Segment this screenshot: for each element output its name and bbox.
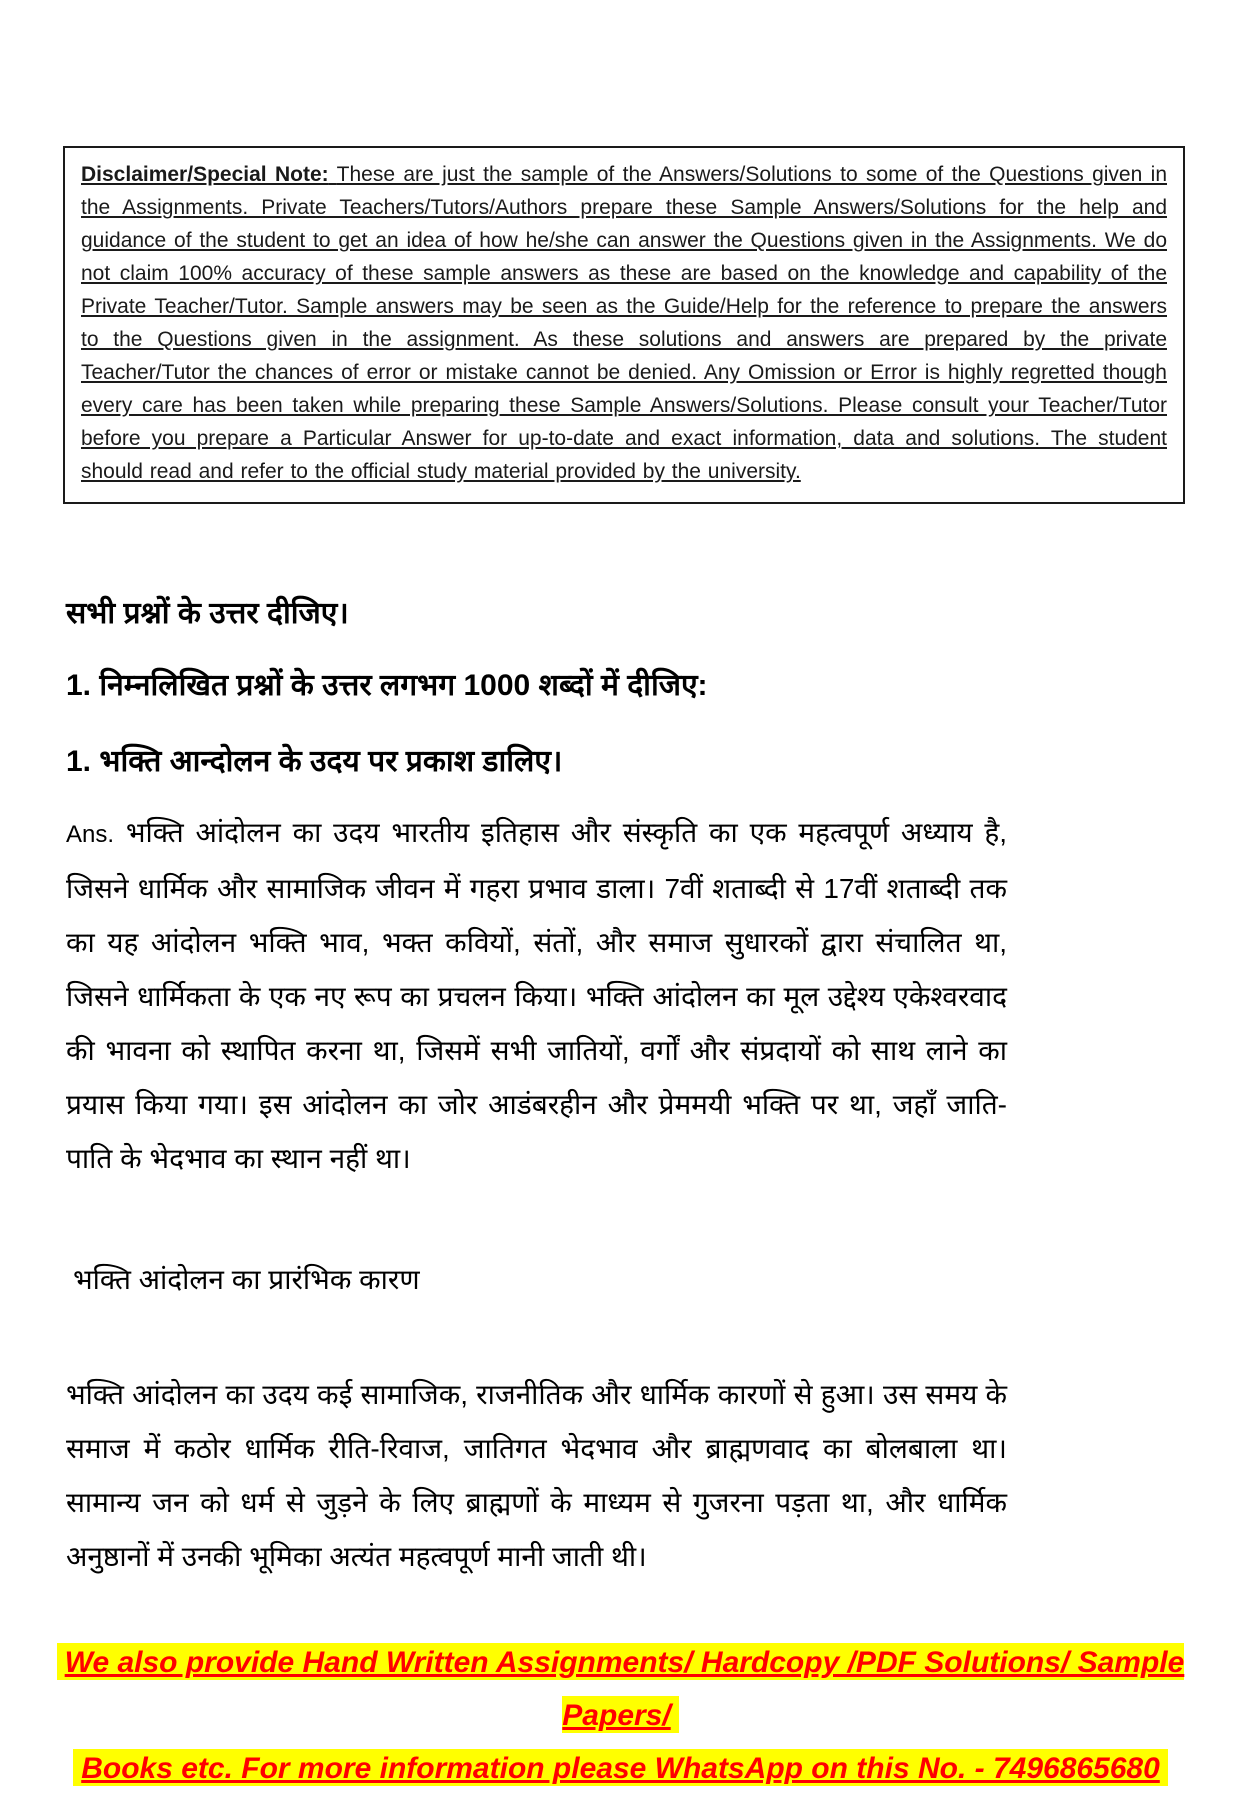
disclaimer-box	[63, 146, 1185, 504]
instruction-heading: सभी प्रश्नों के उत्तर दीजिए।	[66, 597, 349, 630]
answer-paragraph-2: भक्ति आंदोलन का उदय कई सामाजिक, राजनीतिक और धार्मिक कारणों से हुआ। उस समय के समाज में कठोर धार्मिक रीति-रिवाज, जातिगत भेदभाव और ब्राह्मणवाद का बोलबाला था। सामान्य जन को धर्म से जुड़ने के लिए ब्राह्मणों के माध्यम से गुजरना पड़ता था, और धार्मिक अनुष्ठानों में उनकी भूमिका अत्यंत महत्वपूर्ण मानी जाती थी।	[66, 1379, 1007, 1572]
answer-paragraph-1	[66, 806, 1007, 1186]
answer-paragraph-1-text: भक्ति आंदोलन का उदय भारतीय इतिहास और संस्कृति का एक महत्वपूर्ण अध्याय है, जिसने धार्मिक और सामाजिक जीवन में गहरा प्रभाव डाला। 7वीं शताब्दी से 17वीं शताब्दी तक का यह आंदोलन भक्ति भाव, भक्त कवियों, संतों, और समाज सुधारकों द्वारा संचालित था, जिसने धार्मिकता के एक नए रूप का प्रचलन किया। भक्ति आंदोलन का मूल उद्देश्य एकेश्वरवाद की भावना को स्थापित करना था, जिसमें सभी जातियों, वर्गों और संप्रदायों को साथ लाने का प्रयास किया गया। इस आंदोलन का जोर आडंबरहीन और प्रेममयी भक्ति पर था, जहाँ जाति-पाति के भेदभाव का स्थान नहीं था।	[66, 817, 1007, 1174]
answer-subheading: भक्ति आंदोलन का प्रारंभिक कारण	[73, 1264, 420, 1295]
promo-footer	[0, 1636, 1241, 1795]
question-heading: 1. भक्ति आन्दोलन के उदय पर प्रकाश डालिए।	[66, 745, 563, 778]
promo-line-2: Books etc. For more information please WhatsApp on this No. - 7496865680	[73, 1749, 1168, 1786]
promo-line-1: We also provide Hand Written Assignments/ Hardcopy /PDF Solutions/ Sample Papers/	[57, 1643, 1185, 1733]
disclaimer-body: These are just the sample of the Answers/Solutions to some of the Questions given in the Assignments. Private Teachers/Tutors/Authors prepare these Sample Answers/Solutions for the help and guidance of the student to get an idea of how he/she can answer the Questions given in the Assignments. We do not claim 100% accuracy of these sample answers as these are based on the knowledge and capability of the Private Teacher/Tutor. Sample answers may be seen as the Guide/Help for the reference to prepare the answers to the Questions given in the assignment. As these solutions and answers are prepared by the private Teacher/Tutor the chances of error or mistake cannot be denied. Any Omission or Error is highly regretted though every care has been taken while preparing these Sample Answers/Solutions. Please consult your Teacher/Tutor before you prepare a Particular Answer for up-to-date and exact information, data and solutions. The student should read and refer to the official study material provided by the university.	[81, 163, 1167, 483]
answer-label: Ans.	[66, 821, 115, 848]
section-heading: 1. निम्नलिखित प्रश्नों के उत्तर लगभग 1000 शब्दों में दीजिए:	[66, 669, 708, 702]
disclaimer-label: Disclaimer/Special Note:	[81, 163, 329, 186]
disclaimer-text	[81, 158, 1167, 488]
